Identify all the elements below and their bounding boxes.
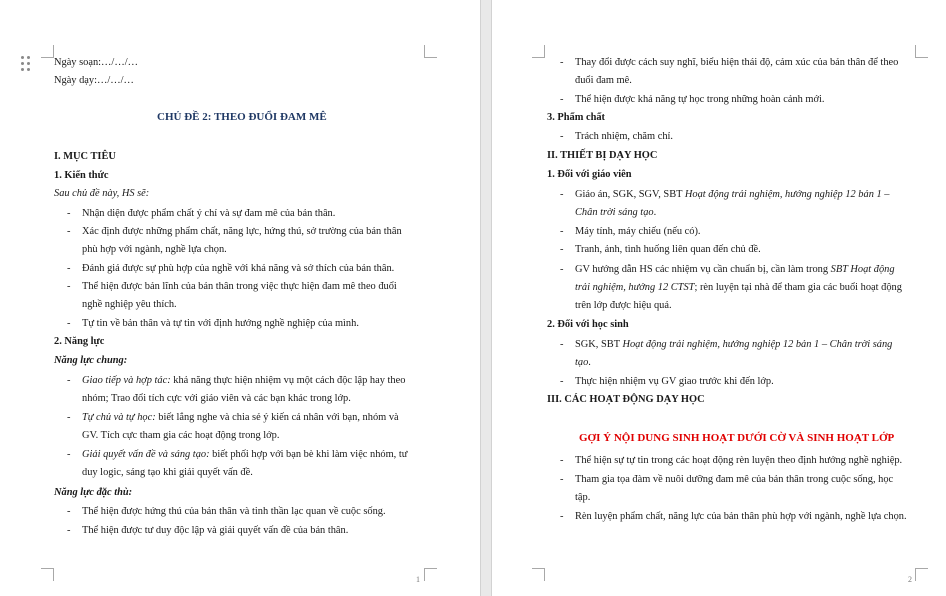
page-number: 2 [908, 575, 912, 584]
bullet-dash: - [560, 189, 564, 200]
bullet-dash: - [67, 375, 71, 386]
teacher-item-2: Máy tính, máy chiếu (nếu có). [575, 226, 701, 237]
bullet-dash: - [560, 57, 564, 68]
bullet-dash: - [560, 455, 564, 466]
teacher-item-4-cont: trải nghiệm, hướng 12 CTST; rèn luyện tại nhà để tham gia các buổi hoạt động [575, 282, 902, 293]
heading-student: 2. Đối với học sinh [547, 319, 629, 330]
teacher-item-4-cont2: trên lớp được hiệu quả. [575, 300, 672, 311]
bullet-dash: - [560, 244, 564, 255]
bullet-dash: - [560, 511, 564, 522]
teacher-item-4: GV hướng dẫn HS các nhiệm vụ cần chuẩn bị, cần làm trong SBT Hoạt động [575, 264, 895, 275]
activity-item-1: Thể hiện sự tự tin trong các hoạt động rèn luyện theo định hướng nghề nghiệp. [575, 455, 903, 466]
heading-teacher: 1. Đối với giáo viên [547, 169, 632, 180]
special-ability-label: Năng lực đặc thù: [54, 487, 133, 498]
knowledge-item-4-cont: nghề nghiệp yêu thích. [82, 299, 177, 310]
quality-item-1: Trách nhiệm, chăm chỉ. [575, 131, 674, 142]
crop-mark [915, 45, 928, 58]
page-number: 1 [416, 575, 420, 584]
bullet-dash: - [560, 226, 564, 237]
activity-item-2-cont: tập. [575, 492, 591, 503]
topic-title: CHỦ ĐỀ 2: THEO ĐUỔI ĐAM MÊ [157, 111, 327, 123]
heading-quality: 3. Phẩm chất [547, 112, 606, 123]
section-heading-activities: III. CÁC HOẠT ĐỘNG DẠY HỌC [547, 394, 705, 405]
crop-mark [41, 45, 54, 58]
knowledge-item-2: Xác định được những phẩm chất, năng lực, hứng thú, sở trường của bản thân [82, 226, 402, 237]
document-page-2 [492, 0, 946, 596]
knowledge-item-3: Đánh giá được sự phù hợp của nghề với khả năng và sở thích của bản thân. [82, 263, 395, 274]
crop-mark [424, 568, 437, 581]
bullet-dash: - [67, 226, 71, 237]
general-ability-item-3-cont: duy logic, sáng tạo khi giải quyết vấn đề. [82, 467, 253, 478]
bullet-dash: - [67, 263, 71, 274]
page-gap [480, 0, 492, 596]
red-title: GỢI Ý NỘI DUNG SINH HOẠT DƯỚI CỜ VÀ SINH HOẠT LỚP [579, 432, 895, 444]
drag-handle-icon[interactable] [21, 56, 31, 72]
section-heading-objectives: I. MỤC TIÊU [54, 151, 116, 162]
bullet-dash: - [560, 376, 564, 387]
crop-mark [532, 45, 545, 58]
teacher-item-1: Giáo án, SGK, SGV, SBT Hoạt động trải nghiệm, hướng nghiệp 12 bản 1 – [575, 189, 890, 200]
date-prepared: Ngày soạn:…/…/… [54, 57, 138, 68]
date-taught: Ngày dạy:…/…/… [54, 75, 134, 86]
bullet-dash: - [67, 208, 71, 219]
general-ability-item-2-cont: GV. Tích cực tham gia các hoạt động trong lớp. [82, 430, 280, 441]
activity-item-2: Tham gia tọa đàm về nuôi dưỡng đam mê của bản thân trong cuộc sống, học [575, 474, 894, 485]
bullet-dash: - [560, 264, 564, 275]
crop-mark [424, 45, 437, 58]
special-ability-item-1: Thể hiện được hứng thú của bản thân và tinh thần lạc quan về cuộc sống. [82, 506, 386, 517]
bullet-dash: - [67, 449, 71, 460]
special-ability-item-2: Thể hiện được tư duy độc lập và giải quyết vấn đề của bản thân. [82, 525, 349, 536]
heading-ability: 2. Năng lực [54, 336, 105, 347]
knowledge-item-5: Tự tin về bản thân và tự tin với định hướng nghề nghiệp của mình. [82, 318, 359, 329]
ability-item-change-cont: đuổi đam mê. [575, 75, 632, 86]
knowledge-item-1: Nhận diện được phẩm chất ý chí và sự đam mê của bản thân. [82, 208, 336, 219]
bullet-dash: - [560, 474, 564, 485]
crop-mark [532, 568, 545, 581]
section-heading-equipment: II. THIẾT BỊ DẠY HỌC [547, 150, 658, 161]
knowledge-item-4: Thể hiện được bản lĩnh của bản thân trong việc thực hiện đam mê theo đuổi [82, 281, 397, 292]
crop-mark [41, 568, 54, 581]
student-item-1: SGK, SBT Hoạt động trải nghiệm, hướng nghiệp 12 bản 1 – Chân trời sáng [575, 339, 893, 350]
teacher-item-3: Tranh, ảnh, tình huống liên quan đến chủ đề. [575, 244, 761, 255]
heading-knowledge: 1. Kiến thức [54, 170, 109, 181]
bullet-dash: - [67, 506, 71, 517]
general-ability-item-3: Giải quyết vấn đề và sáng tạo: biết phối hợp với bạn bè khi làm việc nhóm, tư [82, 449, 408, 460]
activity-item-3: Rèn luyện phẩm chất, năng lực của bản thân phù hợp với ngành, nghề lựa chọn. [575, 511, 907, 522]
teacher-item-1-cont: Chân trời sáng tạo. [575, 207, 657, 218]
bullet-dash: - [560, 131, 564, 142]
general-ability-item-1: Giao tiếp và hợp tác: khả năng thực hiện nhiệm vụ một cách độc lập hay theo [82, 375, 406, 386]
general-ability-item-2: Tự chủ và tự học: biết lắng nghe và chia sẻ ý kiến cá nhân với bạn, nhóm và [82, 412, 399, 423]
bullet-dash: - [67, 318, 71, 329]
ability-item-selfstudy: Thể hiện được khả năng tự học trong những hoàn cảnh mới. [575, 94, 825, 105]
bullet-dash: - [560, 94, 564, 105]
general-ability-item-1-cont: nhóm; Trao đổi tích cực với giáo viên và các bạn khác trong lớp. [82, 393, 351, 404]
student-item-2: Thực hiện nhiệm vụ GV giao trước khi đến lớp. [575, 376, 774, 387]
knowledge-intro: Sau chủ đề này, HS sẽ: [54, 188, 150, 199]
bullet-dash: - [67, 281, 71, 292]
ability-item-change: Thay đổi được cách suy nghĩ, biểu hiện thái độ, cảm xúc của bản thân để theo [575, 57, 899, 68]
general-ability-label: Năng lực chung: [54, 355, 128, 366]
knowledge-item-2-cont: phù hợp với ngành, nghề lựa chọn. [82, 244, 227, 255]
bullet-dash: - [67, 412, 71, 423]
crop-mark [915, 568, 928, 581]
bullet-dash: - [560, 339, 564, 350]
student-item-1-cont: tạo. [575, 357, 591, 368]
bullet-dash: - [67, 525, 71, 536]
